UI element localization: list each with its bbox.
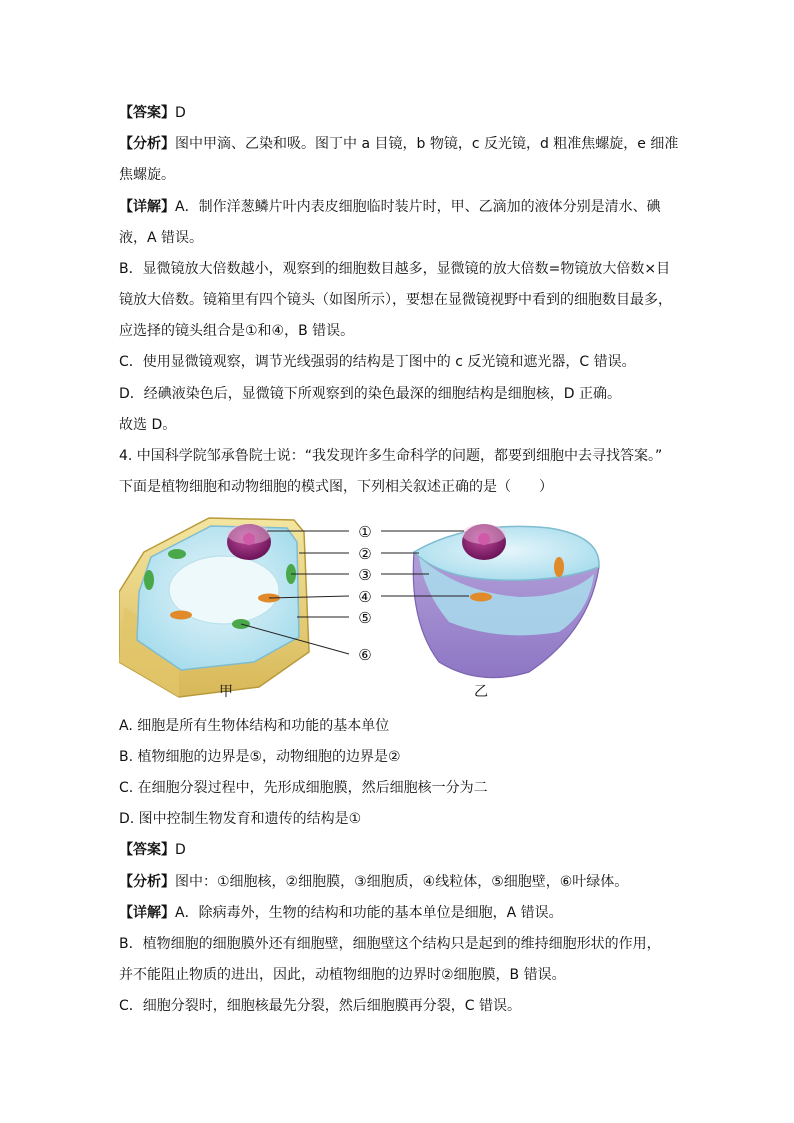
label-3: ③ xyxy=(358,566,372,584)
detail-line-6: C．使用显微镜观察，调节光线强弱的结构是丁图中的 c 反光镜和遮光器，C 错误。 xyxy=(119,354,636,370)
question-4-line-1: 4. 中国科学院邹承鲁院士说：“我发现许多生命科学的问题，都要到细胞中去寻找答案。” xyxy=(119,448,663,464)
detail-line-3: B．显微镜放大倍数越小，观察到的细胞数目越多，显微镜的放大倍数=物镜放大倍数×目 xyxy=(119,261,671,277)
cell-diagram xyxy=(119,512,619,707)
option-b: B. 植物细胞的边界是⑤，动物细胞的边界是② xyxy=(119,749,401,765)
detail-line-9: B．植物细胞的细胞膜外还有细胞壁，细胞壁这个结构只是起到的维持细胞形状的作用， xyxy=(119,936,661,952)
detail-line-11: C．细胞分裂时，细胞核最先分裂，然后细胞膜再分裂，C 错误。 xyxy=(119,998,521,1014)
analysis-line-2: 焦螺旋。 xyxy=(119,167,175,183)
analysis-line-3: 【分析】图中：①细胞核，②细胞膜，③细胞质，④线粒体，⑤细胞壁，⑥叶绿体。 xyxy=(119,874,629,890)
caption-plant: 甲 xyxy=(219,684,233,700)
label-5: ⑤ xyxy=(358,609,372,627)
detail-line-10: 并不能阻止物质的进出，因此，动植物细胞的边界时②细胞膜，B 错误。 xyxy=(119,967,566,983)
label-4: ④ xyxy=(358,588,372,606)
chloroplast-icon xyxy=(168,549,186,559)
detail-line-7: D．经碘液染色后，显微镜下所观察到的染色最深的细胞结构是细胞核，D 正确。 xyxy=(119,386,622,402)
plant-cell xyxy=(119,518,309,697)
label-2: ② xyxy=(358,545,372,563)
label-6: ⑥ xyxy=(358,646,372,664)
caption-animal: 乙 xyxy=(474,684,488,700)
option-d: D. 图中控制生物发育和遗传的结构是① xyxy=(119,811,362,827)
detail-line-1: 【详解】A．制作洋葱鳞片叶内表皮细胞临时装片时，甲、乙滴加的液体分别是清水、碘 xyxy=(119,199,661,215)
label-1: ① xyxy=(358,523,372,541)
detail-line-8: 【详解】A．除病毒外，生物的结构和功能的基本单位是细胞，A 错误。 xyxy=(119,905,563,921)
answer-line-2: 【答案】D xyxy=(119,842,186,858)
answer-line-1: 【答案】D xyxy=(119,105,186,121)
question-4-line-2: 下面是植物细胞和动物细胞的模式图，下列相关叙述正确的是（ ） xyxy=(119,479,553,495)
detail-line-2: 液，A 错误。 xyxy=(119,230,204,246)
detail-line-4: 镜放大倍数。镜箱里有四个镜头（如图所示），要想在显微镜视野中看到的细胞数目最多， xyxy=(119,292,672,308)
detail-line-5: 应选择的镜头组合是①和④，B 错误。 xyxy=(119,323,355,339)
conclusion-line: 故选 D。 xyxy=(119,417,177,433)
option-c: C. 在细胞分裂过程中，先形成细胞膜，然后细胞核一分为二 xyxy=(119,780,488,796)
animal-cell xyxy=(413,524,599,678)
option-a: A. 细胞是所有生物体结构和功能的基本单位 xyxy=(119,718,390,734)
analysis-line-1: 【分析】图中甲滴、乙染和吸。图丁中 a 目镜，b 物镜，c 反光镜，d 粗准焦螺旋，e 细准 xyxy=(119,136,679,152)
